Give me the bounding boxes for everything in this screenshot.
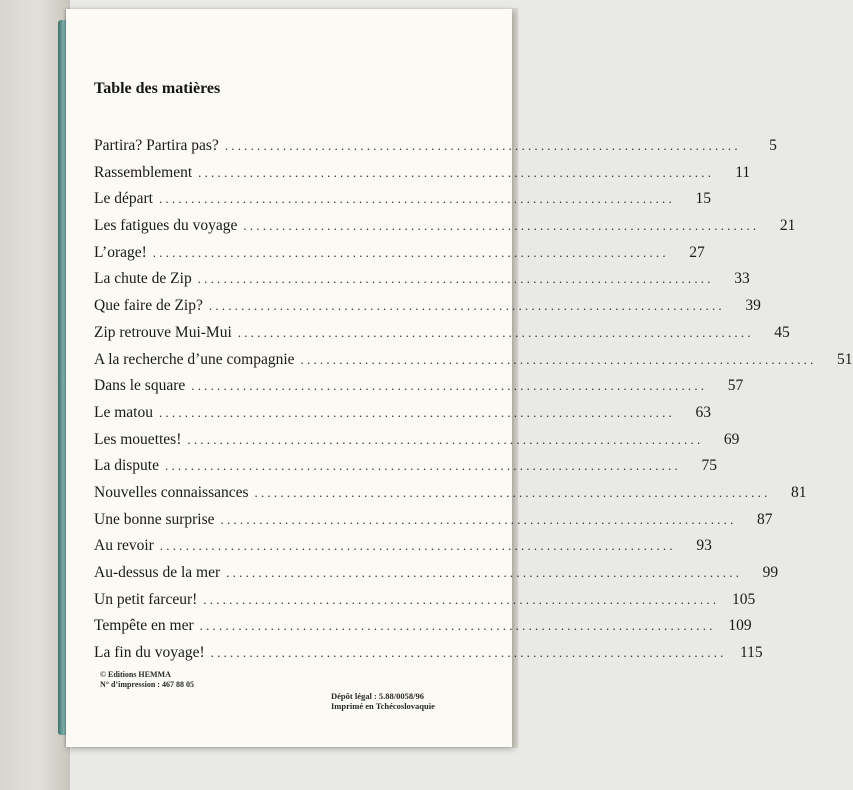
toc-entry-page: 93 <box>696 537 712 555</box>
toc-entry-title: La dispute <box>94 457 159 475</box>
toc-list <box>94 137 853 671</box>
toc-entry-page: 115 <box>739 644 763 662</box>
toc-entry <box>94 377 744 404</box>
toc-entry-title: Au-dessus de la mer <box>94 564 221 581</box>
toc-entry-title: Rassemblement <box>94 163 193 181</box>
toc-leader-dots: ................................................................................ <box>158 404 675 420</box>
toc-entry-title: Au revoir <box>94 537 154 555</box>
toc-entry-page: 39 <box>745 297 761 315</box>
toc-entry <box>94 564 779 591</box>
toc-leader-dots: ................................................................................ <box>198 164 715 180</box>
toc-leader-dots: ................................................................................ <box>220 511 737 527</box>
toc-leader-dots: ................................................................................ <box>243 218 760 234</box>
toc-leader-dots: ................................................................................ <box>199 618 716 634</box>
toc-entry <box>94 537 712 564</box>
toc-leader-dots: ................................................................................ <box>224 138 741 153</box>
toc-leader-dots: ................................................................................ <box>152 244 669 260</box>
toc-entry <box>94 297 761 324</box>
toc-entry-title: Zip retrouve Mui-Mui <box>94 323 232 341</box>
toc-leader-dots: ................................................................................ <box>237 324 754 340</box>
toc-entry-title: Tempête en mer <box>94 617 194 635</box>
toc-leader-dots: ................................................................................ <box>158 191 675 207</box>
publisher-name: © Editions HEMMA <box>100 670 171 679</box>
toc-entry <box>94 243 705 271</box>
toc-leader-dots: ................................................................................ <box>210 645 727 661</box>
printed-in: Imprimé en Tchécoslovaquie <box>331 701 435 711</box>
toc-leader-dots: ................................................................................ <box>197 271 714 287</box>
print-number: N° d’impression : 467 88 05 <box>100 680 194 689</box>
toc-entry-page: 63 <box>695 403 711 421</box>
toc-leader-dots: ................................................................................ <box>203 591 720 607</box>
toc-leader-dots: ................................................................................ <box>187 431 704 447</box>
toc-entry-page: 5 <box>769 137 777 154</box>
toc-entry-page: 51 <box>837 350 853 368</box>
toc-entry-title: Que faire de Zip? <box>94 297 203 315</box>
legal-info <box>331 691 435 711</box>
toc-entry-title: Un petit farceur! <box>94 590 198 608</box>
toc-entry-page: 15 <box>695 190 711 208</box>
toc-entry-title: La chute de Zip <box>94 270 192 288</box>
toc-entry <box>94 270 750 297</box>
toc-entry-page: 87 <box>757 510 773 528</box>
toc-entry <box>94 430 740 458</box>
toc-entry <box>94 403 711 431</box>
toc-entry-title: La fin du voyage! <box>94 644 205 662</box>
toc-entry-page: 11 <box>735 163 751 181</box>
toc-entry-title: Dans le square <box>94 377 186 395</box>
toc-entry <box>94 163 751 191</box>
toc-entry-title: Le matou <box>94 403 153 421</box>
publisher-info <box>100 670 194 690</box>
toc-entry-page: 75 <box>701 457 717 475</box>
toc-entry-title: Les mouettes! <box>94 430 182 448</box>
toc-heading: Table des matières <box>94 80 221 97</box>
toc-leader-dots: ................................................................................ <box>226 565 743 580</box>
book-page <box>66 9 853 747</box>
legal-deposit: Dépôt légal : 5.88/0058/96 <box>331 691 425 701</box>
toc-entry <box>94 590 756 618</box>
toc-leader-dots: ................................................................................ <box>300 351 817 367</box>
toc-entry-page: 81 <box>791 483 807 501</box>
toc-leader-dots: ................................................................................ <box>191 378 708 394</box>
toc-entry-page: 45 <box>774 323 790 341</box>
toc-entry-page: 99 <box>762 564 779 581</box>
toc-entry-title: A la recherche d’une compagnie <box>94 350 295 368</box>
toc-entry-page: 27 <box>689 243 705 261</box>
toc-entry-title: Nouvelles connaissances <box>94 483 249 501</box>
toc-entry <box>94 350 853 378</box>
toc-entry <box>94 217 796 244</box>
toc-entry-page: 109 <box>728 617 752 635</box>
toc-entry <box>94 644 763 671</box>
toc-entry <box>94 617 752 644</box>
toc-entry-title: Le départ <box>94 190 153 208</box>
toc-entry <box>94 323 790 351</box>
toc-entry <box>94 457 717 484</box>
toc-entry-title: Partira? Partira pas? <box>94 137 219 154</box>
toc-leader-dots: ................................................................................ <box>208 298 725 314</box>
toc-entry <box>94 510 773 538</box>
toc-entry-page: 57 <box>727 377 744 395</box>
toc-entry-page: 69 <box>723 430 740 448</box>
toc-entry-page: 21 <box>779 217 796 235</box>
toc-entry-page: 33 <box>734 270 750 288</box>
toc-entry-page: 105 <box>732 590 756 608</box>
toc-entry-title: L’orage! <box>94 243 147 261</box>
toc-entry <box>94 137 777 164</box>
toc-entry-title: Les fatigues du voyage <box>94 217 238 235</box>
toc-leader-dots: ................................................................................ <box>254 484 771 500</box>
toc-leader-dots: ................................................................................ <box>165 458 681 474</box>
toc-entry-title: Une bonne surprise <box>94 510 215 528</box>
toc-leader-dots: ................................................................................ <box>159 538 676 554</box>
toc-entry <box>94 483 807 511</box>
toc-entry <box>94 190 711 217</box>
